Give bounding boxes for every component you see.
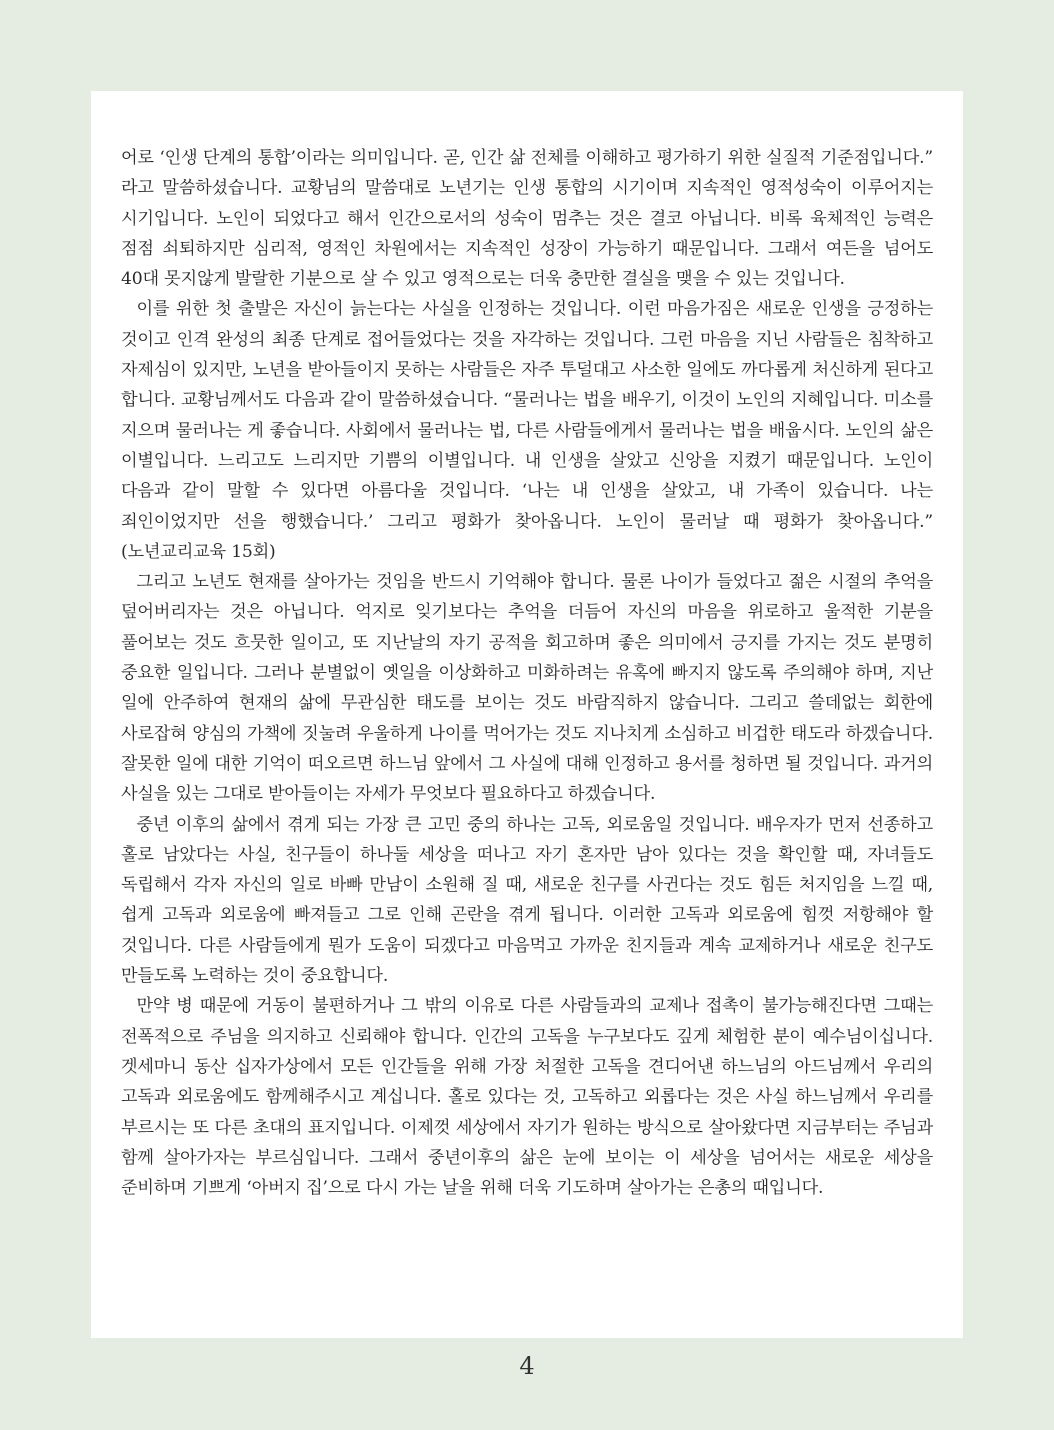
paragraph-5: 만약 병 때문에 거동이 불편하거나 그 밖의 이유로 다른 사람들과의 교제나 접촉이 불가능해진다면 그때는 전폭적으로 주님을 의지하고 신뢰해야 합니다. 인간의 고독을 누구보다도 깊게 체험한 분이 예수님이십니다. 겟세마니 동산 십자가상에서 모든 인간들을 위해 가장 처절한 고독을 견디어낸 하느님의 아드님께서 우리의 고독과 외로움에도 함께해주시고 계십니다. 홀로 있다는 것, 고독하고 외롭다는 것은 사실 하느님께서 우리를 부르시는 또 다른 초대의 표지입니다. 이제껏 세상에서 자기가 원하는 방식으로 살아왔다면 지금부터는 주님과 함께 살아가자는 부르심입니다. 그래서 중년이후의 삶은 눈에 보이는 이 세상을 넘어서는 새로운 세상을 준비하며 기쁘게 ‘아버지 집’으로 다시 가는 날을 위해 더욱 기도하며 살아가는 은총의 때입니다.: [121, 996, 933, 1199]
page-number: 4: [519, 1352, 535, 1380]
paragraph-4: 중년 이후의 삶에서 겪게 되는 가장 큰 고민 중의 하나는 고독, 외로움일 것입니다. 배우자가 먼저 선종하고 홀로 남았다는 사실, 친구들이 하나둘 세상을 떠나고 자기 혼자만 남아 있다는 것을 확인할 때, 자녀들도 독립해서 각자 자신의 일로 바빠 만남이 소원해 질 때, 새로운 친구를 사귄다는 것도 힘든 처지임을 느낄 때, 쉽게 고독과 외로움에 빠져들고 그로 인해 곤란을 겪게 됩니다. 이러한 고독과 외로움에 힘껏 저항해야 할 것입니다. 다른 사람들에게 뭔가 도움이 되겠다고 마음먹고 가까운 친지들과 계속 교제하거나 새로운 친구도 만들도록 노력하는 것이 중요합니다.: [121, 814, 933, 987]
paragraph-1: 어로 ‘인생 단계의 통합’이라는 의미입니다. 곧, 인간 삶 전체를 이해하고 평가하기 위한 실질적 기준점입니다.” 라고 말씀하셨습니다. 교황님의 말씀대로 노년기는 인생 통합의 시기이며 지속적인 영적성숙이 이루어지는 시기입니다. 노인이 되었다고 해서 인간으로서의 성숙이 멈추는 것은 결코 아닙니다. 비록 육체적인 능력은 점점 쇠퇴하지만 심리적, 영적인 차원에서는 지속적인 성장이 가능하기 때문입니다. 그래서 여든을 넘어도 40대 못지않게 발랄한 기분으로 살 수 있고 영적으로는 더욱 충만한 결실을 맺을 수 있는 것입니다.: [121, 148, 933, 290]
page-content: [91, 91, 963, 1338]
paragraph-2: 이를 위한 첫 출발은 자신이 늙는다는 사실을 인정하는 것입니다. 이런 마음가짐은 새로운 인생을 긍정하는 것이고 인격 완성의 최종 단계로 접어들었다는 것을 자각하는 것입니다. 그런 마음을 지닌 사람들은 침착하고 자제심이 있지만, 노년을 받아들이지 못하는 사람들은 자주 투덜대고 사소한 일에도 까다롭게 처신하게 된다고 합니다. 교황님께서도 다음과 같이 말씀하셨습니다. “물러나는 법을 배우기, 이것이 노인의 지혜입니다. 미소를 지으며 물러나는 게 좋습니다. 사회에서 물러나는 법, 다른 사람들에게서 물러나는 법을 배웁시다. 노인의 삶은 이별입니다. 느리고도 느리지만 기쁨의 이별입니다. 내 인생을 살았고 신앙을 지켰기 때문입니다. 노인이 다음과 같이 말할 수 있다면 아름다울 것입니다. ‘나는 내 인생을 살았고, 내 가족이 있습니다. 나는 죄인이었지만 선을 행했습니다.’ 그리고 평화가 찾아옵니다. 노인이 물러날 때 평화가 찾아옵니다.” (노년교리교육 15회): [121, 299, 933, 562]
paragraph-3: 그리고 노년도 현재를 살아가는 것임을 반드시 기억해야 합니다. 물론 나이가 들었다고 젊은 시절의 추억을 덮어버리자는 것은 아닙니다. 억지로 잊기보다는 추억을 더듬어 자신의 마음을 위로하고 울적한 기분을 풀어보는 것도 흐뭇한 일이고, 또 지난날의 자기 공적을 회고하며 좋은 의미에서 긍지를 가지는 것도 분명히 중요한 일입니다. 그러나 분별없이 옛일을 이상화하고 미화하려는 유혹에 빠지지 않도록 주의해야 하며, 지난 일에 안주하여 현재의 삶에 무관심한 태도를 보이는 것도 바람직하지 않습니다. 그리고 쓸데없는 회한에 사로잡혀 양심의 가책에 짓눌려 우울하게 나이를 먹어가는 것도 지나치게 소심하고 비겁한 태도라 하겠습니다. 잘못한 일에 대한 기억이 떠오르면 하느님 앞에서 그 사실에 대해 인정하고 용서를 청하면 될 것입니다. 과거의 사실을 있는 그대로 받아들이는 자세가 무엇보다 필요하다고 하겠습니다.: [121, 572, 933, 805]
